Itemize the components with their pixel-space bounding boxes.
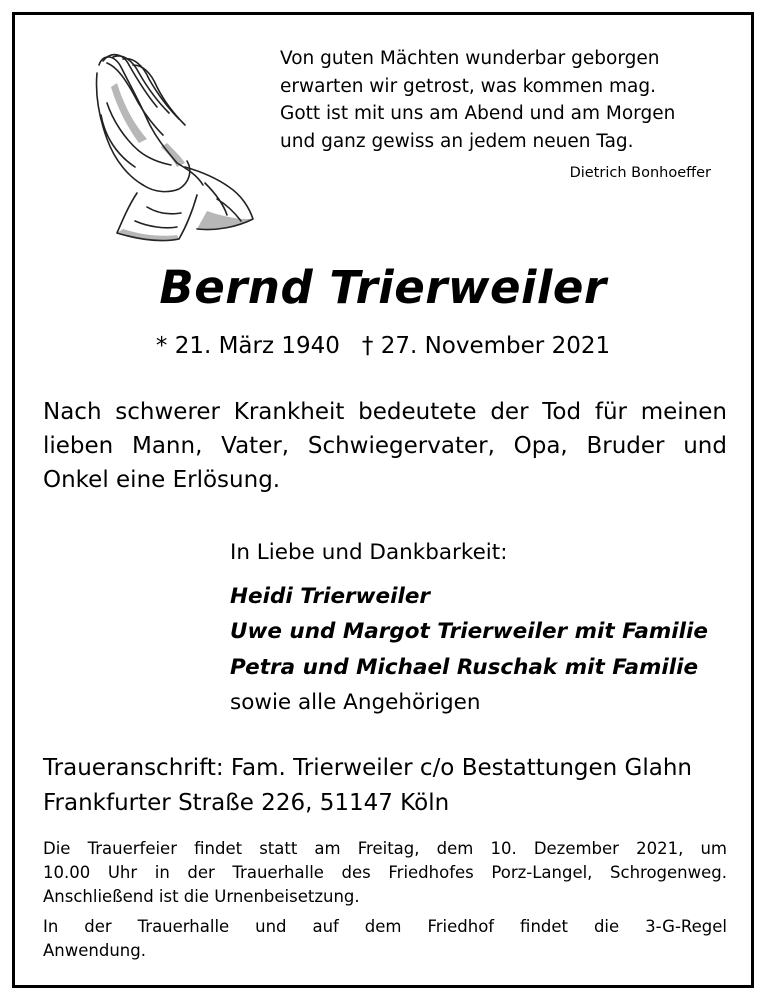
- address-line: Frankfurter Straße 226, 51147 Köln: [43, 789, 450, 816]
- praying-hands-icon: [77, 43, 259, 253]
- family-name: Heidi Trierweiler: [230, 583, 431, 609]
- ceremony-line: Anschließend ist die Urnenbeisetzung.: [43, 887, 360, 906]
- family-name: Petra und Michael Ruschak mit Familie: [230, 654, 699, 680]
- ceremony-notice: [43, 837, 727, 963]
- announcement-line: Onkel eine Erlösung.: [43, 467, 281, 493]
- life-dates: [15, 333, 751, 359]
- deceased-name: Bernd Trierweiler: [159, 261, 607, 314]
- announcement-text: [43, 395, 727, 497]
- mourners-intro: In Liebe und Dankbarkeit:: [230, 540, 508, 565]
- ceremony-line: 10.00 Uhr in der Trauerhalle des Friedhofes Porz-Langel, Schrogenweg.: [43, 863, 727, 882]
- ceremony-line: Anwendung.: [43, 941, 146, 960]
- poem-line: Gott ist mit uns am Abend und am Morgen: [280, 103, 676, 124]
- mourners-block: [230, 535, 708, 721]
- obituary-frame: [12, 12, 754, 988]
- ceremony-line: In der Trauerhalle und auf dem Friedhof findet die 3-G-Regel: [43, 917, 727, 936]
- poem-line: erwarten wir getrost, was kommen mag.: [280, 75, 656, 97]
- ceremony-line: Die Trauerfeier findet statt am Freitag, dem 10. Dezember 2021, um: [43, 839, 727, 858]
- mourners-closing: sowie alle Angehörigen: [230, 690, 481, 715]
- address-line: Traueranschrift: Fam. Trierweiler c/o Bestattungen Glahn: [43, 755, 693, 781]
- birth-date: * 21. März 1940: [155, 333, 340, 359]
- announcement-line: Nach schwerer Krankheit bedeutete der Tod für meinen: [43, 399, 727, 425]
- poem-line: Von guten Mächten wunderbar geborgen: [280, 48, 660, 69]
- poem-author: Dietrich Bonhoeffer: [569, 165, 711, 181]
- family-name: Uwe und Margot Trierweiler mit Familie: [230, 619, 708, 644]
- poem: [280, 45, 700, 155]
- poem-line: und ganz gewiss an jedem neuen Tag.: [280, 130, 634, 152]
- mourning-address: [43, 751, 692, 820]
- death-date: † 27. November 2021: [361, 333, 611, 359]
- announcement-line: lieben Mann, Vater, Schwiegervater, Opa, Bruder und: [43, 433, 727, 459]
